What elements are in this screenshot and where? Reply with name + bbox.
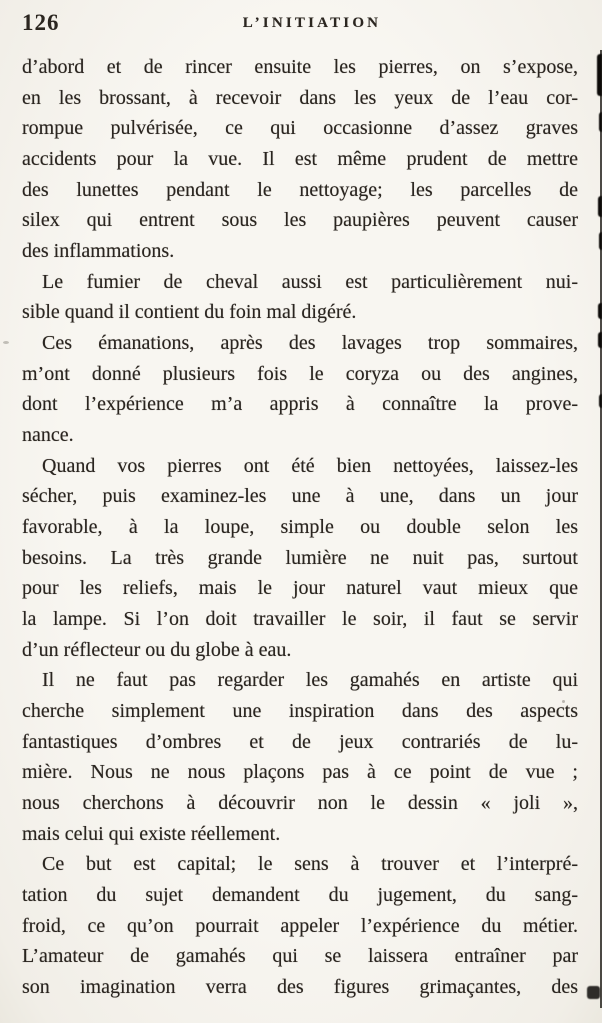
text-line: sécher, puis examinez-les une à une, dans un jour bbox=[22, 485, 578, 508]
text-line: d’abord et de rincer ensuite les pierres, on s’expose, bbox=[22, 56, 578, 78]
scan-speck-artifact bbox=[562, 700, 565, 703]
text-line: son imagination verra des figures grimaçantes, des bbox=[22, 976, 578, 999]
text-line: en les brossant, à recevoir dans les yeux de l’eau cor- bbox=[22, 86, 578, 109]
scan-edge-artifact bbox=[598, 196, 602, 217]
text-line: favorable, à la loupe, simple ou double selon les bbox=[22, 516, 578, 539]
text-line: dont l’expérience m’a appris à connaître la prove- bbox=[22, 393, 578, 416]
scan-edge-artifact bbox=[597, 54, 602, 96]
text-line: tation du sujet demandent du jugement, du sang- bbox=[22, 884, 578, 907]
text-line: Il ne faut pas regarder les gamahés en artiste qui bbox=[42, 669, 578, 692]
text-line: Le fumier de cheval aussi est particulièrement nui- bbox=[42, 270, 578, 293]
text-line: L’amateur de gamahés qui se laissera entraîner par bbox=[22, 945, 578, 968]
text-line: besoins. La très grande lumière ne nuit pas, surtout bbox=[22, 546, 578, 569]
text-line: silex qui entrent sous les paupières peuvent causer bbox=[22, 209, 578, 232]
text-line: des inflammations. bbox=[22, 240, 175, 263]
text-line: rompue pulvérisée, ce qui occasionne d’assez graves bbox=[22, 117, 578, 140]
running-title: L’INITIATION bbox=[242, 15, 382, 31]
text-line: mière. Nous ne nous plaçons pas à ce point de vue ; bbox=[22, 761, 578, 784]
text-line: nance. bbox=[22, 424, 74, 447]
text-line: nous cherchons à découvrir non le dessin « joli », bbox=[22, 792, 578, 815]
text-line: m’ont donné plusieurs fois le coryza ou des angines, bbox=[22, 362, 578, 385]
text-line: Ces émanations, après des lavages trop sommaires, bbox=[42, 332, 578, 355]
scan-edge-artifact bbox=[587, 986, 600, 999]
text-line: mais celui qui existe réellement. bbox=[22, 822, 281, 845]
text-line: Quand vos pierres ont été bien nettoyées, laissez-les bbox=[42, 454, 578, 477]
text-line: sible quand il contient du foin mal digéré. bbox=[22, 301, 357, 324]
text-line: d’un réflecteur ou du globe à eau. bbox=[22, 638, 292, 661]
scan-edge-artifact bbox=[598, 303, 602, 319]
text-line: Ce but est capital; le sens à trouver et l’interpré- bbox=[42, 853, 578, 876]
text-line: la lampe. Si l’on doit travailler le soir, il faut se servir bbox=[22, 608, 578, 631]
page-number: 126 bbox=[22, 10, 60, 35]
scan-edge-artifact bbox=[598, 332, 602, 348]
text-line: accidents pour la vue. Il est même prudent de mettre bbox=[22, 148, 578, 171]
scan-speck-artifact bbox=[3, 341, 9, 344]
text-line: fantastiques d’ombres et de jeux contrariés de lu- bbox=[22, 730, 578, 753]
text-line: pour les reliefs, mais le jour naturel vaut mieux que bbox=[22, 577, 578, 600]
body-text bbox=[22, 52, 578, 1003]
text-line: des lunettes pendant le nettoyage; les parcelles de bbox=[22, 178, 578, 201]
text-line: cherche simplement une inspiration dans des aspects bbox=[22, 700, 578, 723]
text-line: froid, ce qu’on pourrait appeler l’expérience du métier. bbox=[22, 914, 578, 937]
